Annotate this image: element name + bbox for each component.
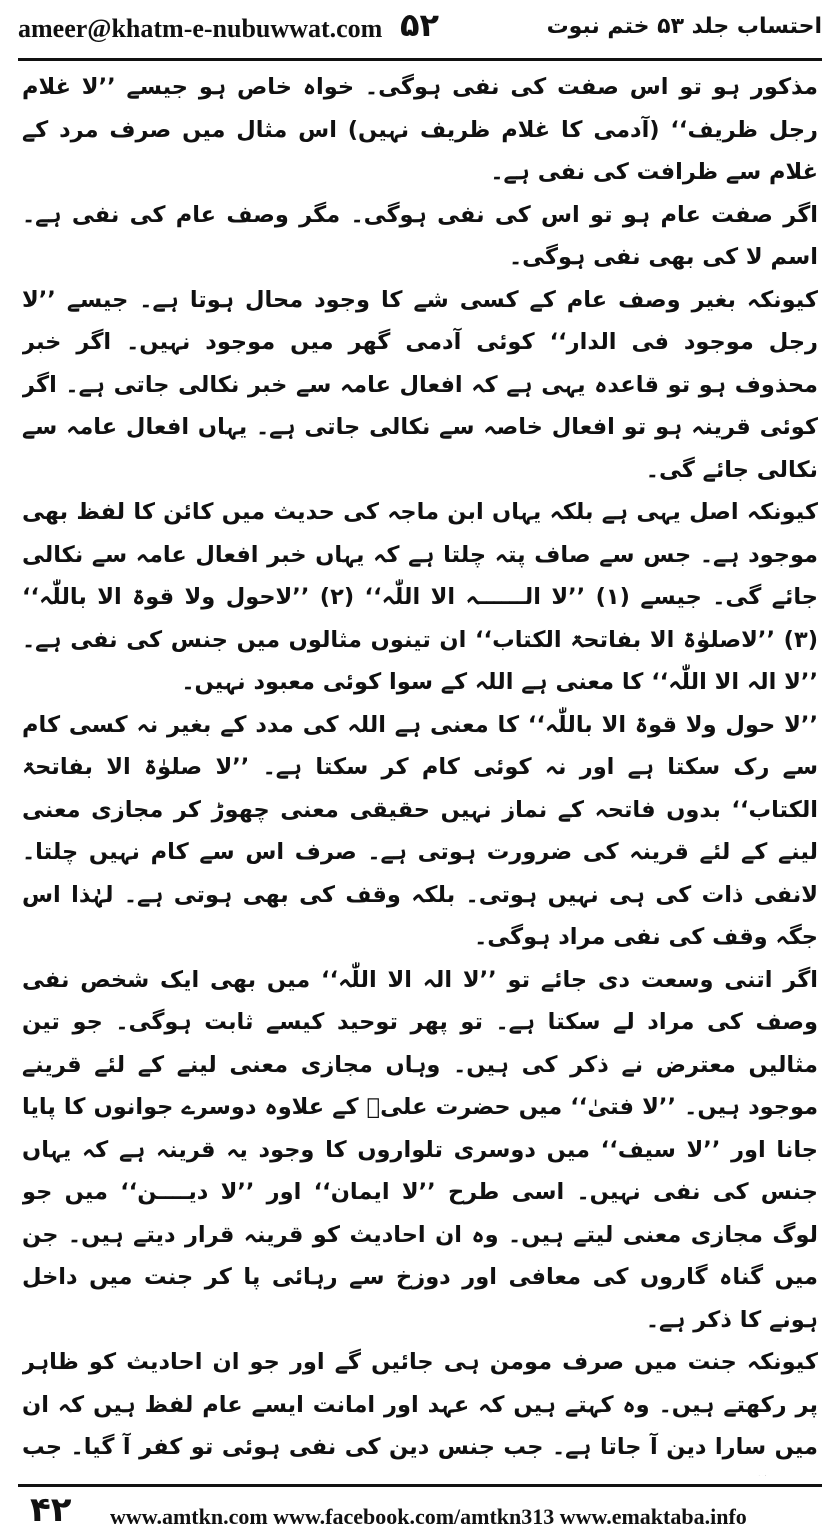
footer-rule — [18, 1484, 822, 1487]
paragraph: اگر اتنی وسعت دی جائے تو ’’لا الہ الا اللّٰہ‘‘ میں بھی ایک شخص نفی وصف کی مراد لے سکتا ہے۔ تو پھر توحید کیسے ثابت ہوگی۔ جو تین مثالیں معترض نے ذکر کی ہیں۔ وہاں مجازی معنی لینے کے لئے قرینے موجود ہیں۔ ’’لا فتیٰ‘‘ میں حضرت علیؓ کے علاوہ دوسرے جوانوں کا پایا جانا اور ’’لا سیف‘‘ میں دوسری تلواروں کا وجود یہ قرینہ ہے کہ یہاں جنس کی نفی نہیں۔ اسی طرح ’’لا ایمان‘‘ اور ’’لا دیــــن‘‘ میں جو لوگ مجازی معنی لیتے ہیں۔ وہ ان احادیث کو قرینہ قرار دیتے ہیں۔ جن میں گناہ گاروں کی معافی اور دوزخ سے رہائی پا کر جنت میں داخل ہونے کا ذکر ہے۔ — [22, 966, 818, 1333]
header-email: ameer@khatm-e-nubuwwat.com — [18, 14, 383, 43]
paragraph: مذکور ہو تو اس صفت کی نفی ہوگی۔ خواہ خاص ہو جیسے ’’لا غلام رجل ظریف‘‘ (آدمی کا غلام ظریف نہیں) اس مثال میں صرف مرد کے غلام سے ظرافت کی نفی ہے۔ — [22, 74, 818, 185]
header-title: احتساب جلد ۵۳ ختم نبوت — [546, 14, 822, 39]
header-rule — [18, 58, 822, 61]
page-body — [22, 66, 818, 1476]
footer-folio: ۴۲ — [30, 1490, 72, 1530]
header-page-number: ۵۲ — [400, 6, 440, 44]
paragraph: کیونکہ جنت میں صرف مومن ہی جائیں گے اور جو ان احادیث کو ظاہر پر رکھتے ہیں۔ وہ کہتے ہیں کہ عہد اور امانت ایسے عام لفظ ہیں کہ ان میں سارا دین آ جاتا ہے۔ جب جنس دین کی نفی ہوئی تو کفر آ گیا۔ جب — [22, 1349, 818, 1460]
page-header — [0, 0, 840, 60]
paragraph: ’’لا حول ولا قوۃ الا باللّٰہ‘‘ کا معنی ہے اللہ کی مدد کے بغیر نہ کسی کام سے رک سکتا ہے اور نہ کوئی کام کر سکتا ہے۔ ’’لا صلوٰۃ الا بفاتحۃ الکتاب‘‘ بدوں فاتحہ کے نماز نہیں حقیقی معنی چھوڑ کر مجازی معنی لینے کے لئے قرینہ کی ضرورت ہوتی ہے۔ صرف اس سے کام نہیں چلتا۔ لانفی ذات کی ہی نہیں ہوتی۔ بلکہ وقف کی بھی ہوتی ہے۔ لہٰذا اس جگہ وقف کی نفی مراد ہوگی۔ — [22, 711, 818, 950]
paragraph: کیونکہ بغیر وصف عام کے کسی شے کا وجود محال ہوتا ہے۔ جیسے ’’لا رجل موجود فی الدار‘‘ کوئی آدمی گھر میں موجود نہیں۔ اگر خبر محذوف ہو تو قاعدہ یہی ہے کہ افعال عامہ سے خبر نکالی جاتی ہے۔ اگر کوئی قرینہ ہو تو افعال خاصہ سے نکالی جاتی ہے۔ یہاں افعال عامہ سے نکالی جائے گی۔ — [22, 286, 818, 483]
paragraph: کیونکہ اصل یہی ہے بلکہ یہاں ابن ماجہ کی حدیث میں کائن کا لفظ بھی موجود ہے۔ جس سے صاف پتہ چلتا ہے کہ یہاں خبر افعال عامہ سے نکالی جائے گی۔ جیسے (۱) ’’لا الــــــہ الا اللّٰہ‘‘ (۲) ’’لاحول ولا قوۃ الا باللّٰہ‘‘ (۳) ’’لاصلوٰۃ الا بفاتحۃ الکتاب‘‘ ان تینوں مثالوں میں جنس کی نفی ہے۔ ’’لا الہ الا اللّٰہ‘‘ کا معنی ہے اللہ کے سوا کوئی معبود نہیں۔ — [22, 499, 818, 695]
paragraph: اگر صفت عام ہو تو اس کی نفی ہوگی۔ مگر وصف عام کی نفی ہے۔ اسم لا کی بھی نفی ہوگی۔ — [22, 201, 818, 270]
footer-urls: www.amtkn.com www.facebook.com/amtkn313 www.emaktaba.info — [110, 1504, 747, 1529]
